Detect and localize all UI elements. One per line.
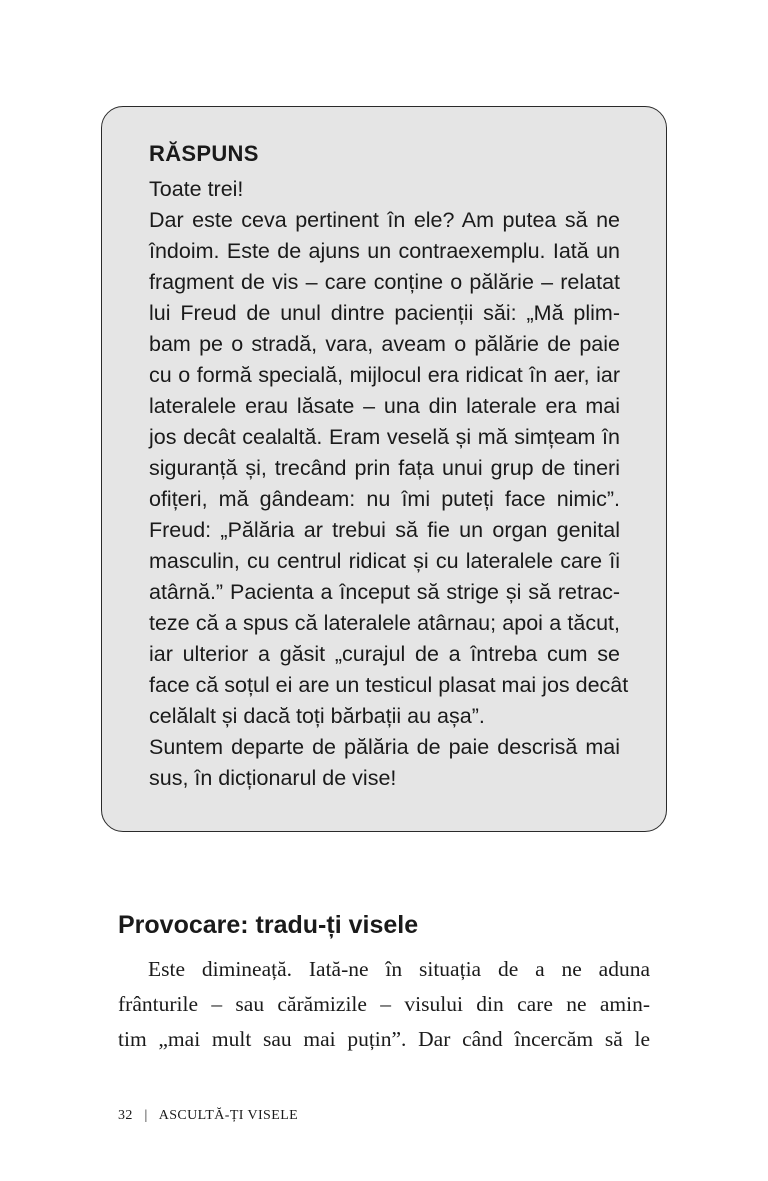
answer-line: fragment de vis – care conține o pălărie – relatat <box>149 270 620 294</box>
answer-line: îndoim. Este de ajuns un contraexemplu. Iată un <box>149 239 620 263</box>
answer-line: lui Freud de unul dintre pacienții săi: „Mă plim- <box>149 301 620 325</box>
section-heading: Provocare: tradu-ți visele <box>118 911 419 939</box>
answer-line: masculin, cu centrul ridicat și cu lateralele care îi <box>149 549 620 573</box>
running-title: ASCULTĂ-ȚI VISELE <box>158 1108 299 1123</box>
answer-line: Freud: „Pălăria ar trebui să fie un organ genital <box>149 518 620 542</box>
answer-line: atârnă.” Pacienta a început să strige și să retrac- <box>149 580 620 604</box>
answer-line: Suntem departe de pălăria de paie descrisă mai <box>149 735 620 759</box>
answer-line: ofițeri, mă gândeam: nu îmi puteți face nimic”. <box>149 487 620 511</box>
answer-line: teze că a spus că lateralele atârnau; apoi a tăcut, <box>149 611 620 635</box>
answer-line: jos decât cealaltă. Eram veselă și mă simțeam în <box>149 425 620 449</box>
answer-box <box>101 106 667 832</box>
answer-line: cu o formă specială, mijlocul era ridicat în aer, iar <box>149 363 620 387</box>
answer-line: iar ulterior a găsit „curajul de a întreba cum se <box>149 642 620 666</box>
body-line: frânturile – sau cărămizile – visului din care ne amin- <box>118 992 650 1016</box>
page-number: 32 <box>118 1108 133 1123</box>
answer-line: face că soțul ei are un testicul plasat mai jos decât <box>149 673 629 697</box>
answer-line: bam pe o stradă, vara, aveam o pălărie de paie <box>149 332 620 356</box>
answer-line: siguranță și, trecând prin fața unui grup de tineri <box>149 456 620 480</box>
footer-separator: | <box>144 1108 148 1123</box>
answer-text <box>149 174 629 794</box>
answer-line: Toate trei! <box>149 177 244 201</box>
answer-line: lateralele erau lăsate – una din laterale era mai <box>149 394 620 418</box>
body-line: tim „mai mult sau mai puțin”. Dar când încercăm să le <box>118 1027 650 1051</box>
body-line: Este dimineață. Iată-ne în situația de a ne aduna <box>148 957 650 981</box>
answer-line: celălalt și dacă toți bărbații au așa”. <box>149 704 485 728</box>
answer-title: RĂSPUNS <box>149 141 259 166</box>
answer-line: sus, în dicționarul de vise! <box>149 766 397 790</box>
page-footer <box>118 1106 298 1126</box>
body-paragraph <box>118 952 650 1057</box>
answer-line: Dar este ceva pertinent în ele? Am putea să ne <box>149 208 620 232</box>
